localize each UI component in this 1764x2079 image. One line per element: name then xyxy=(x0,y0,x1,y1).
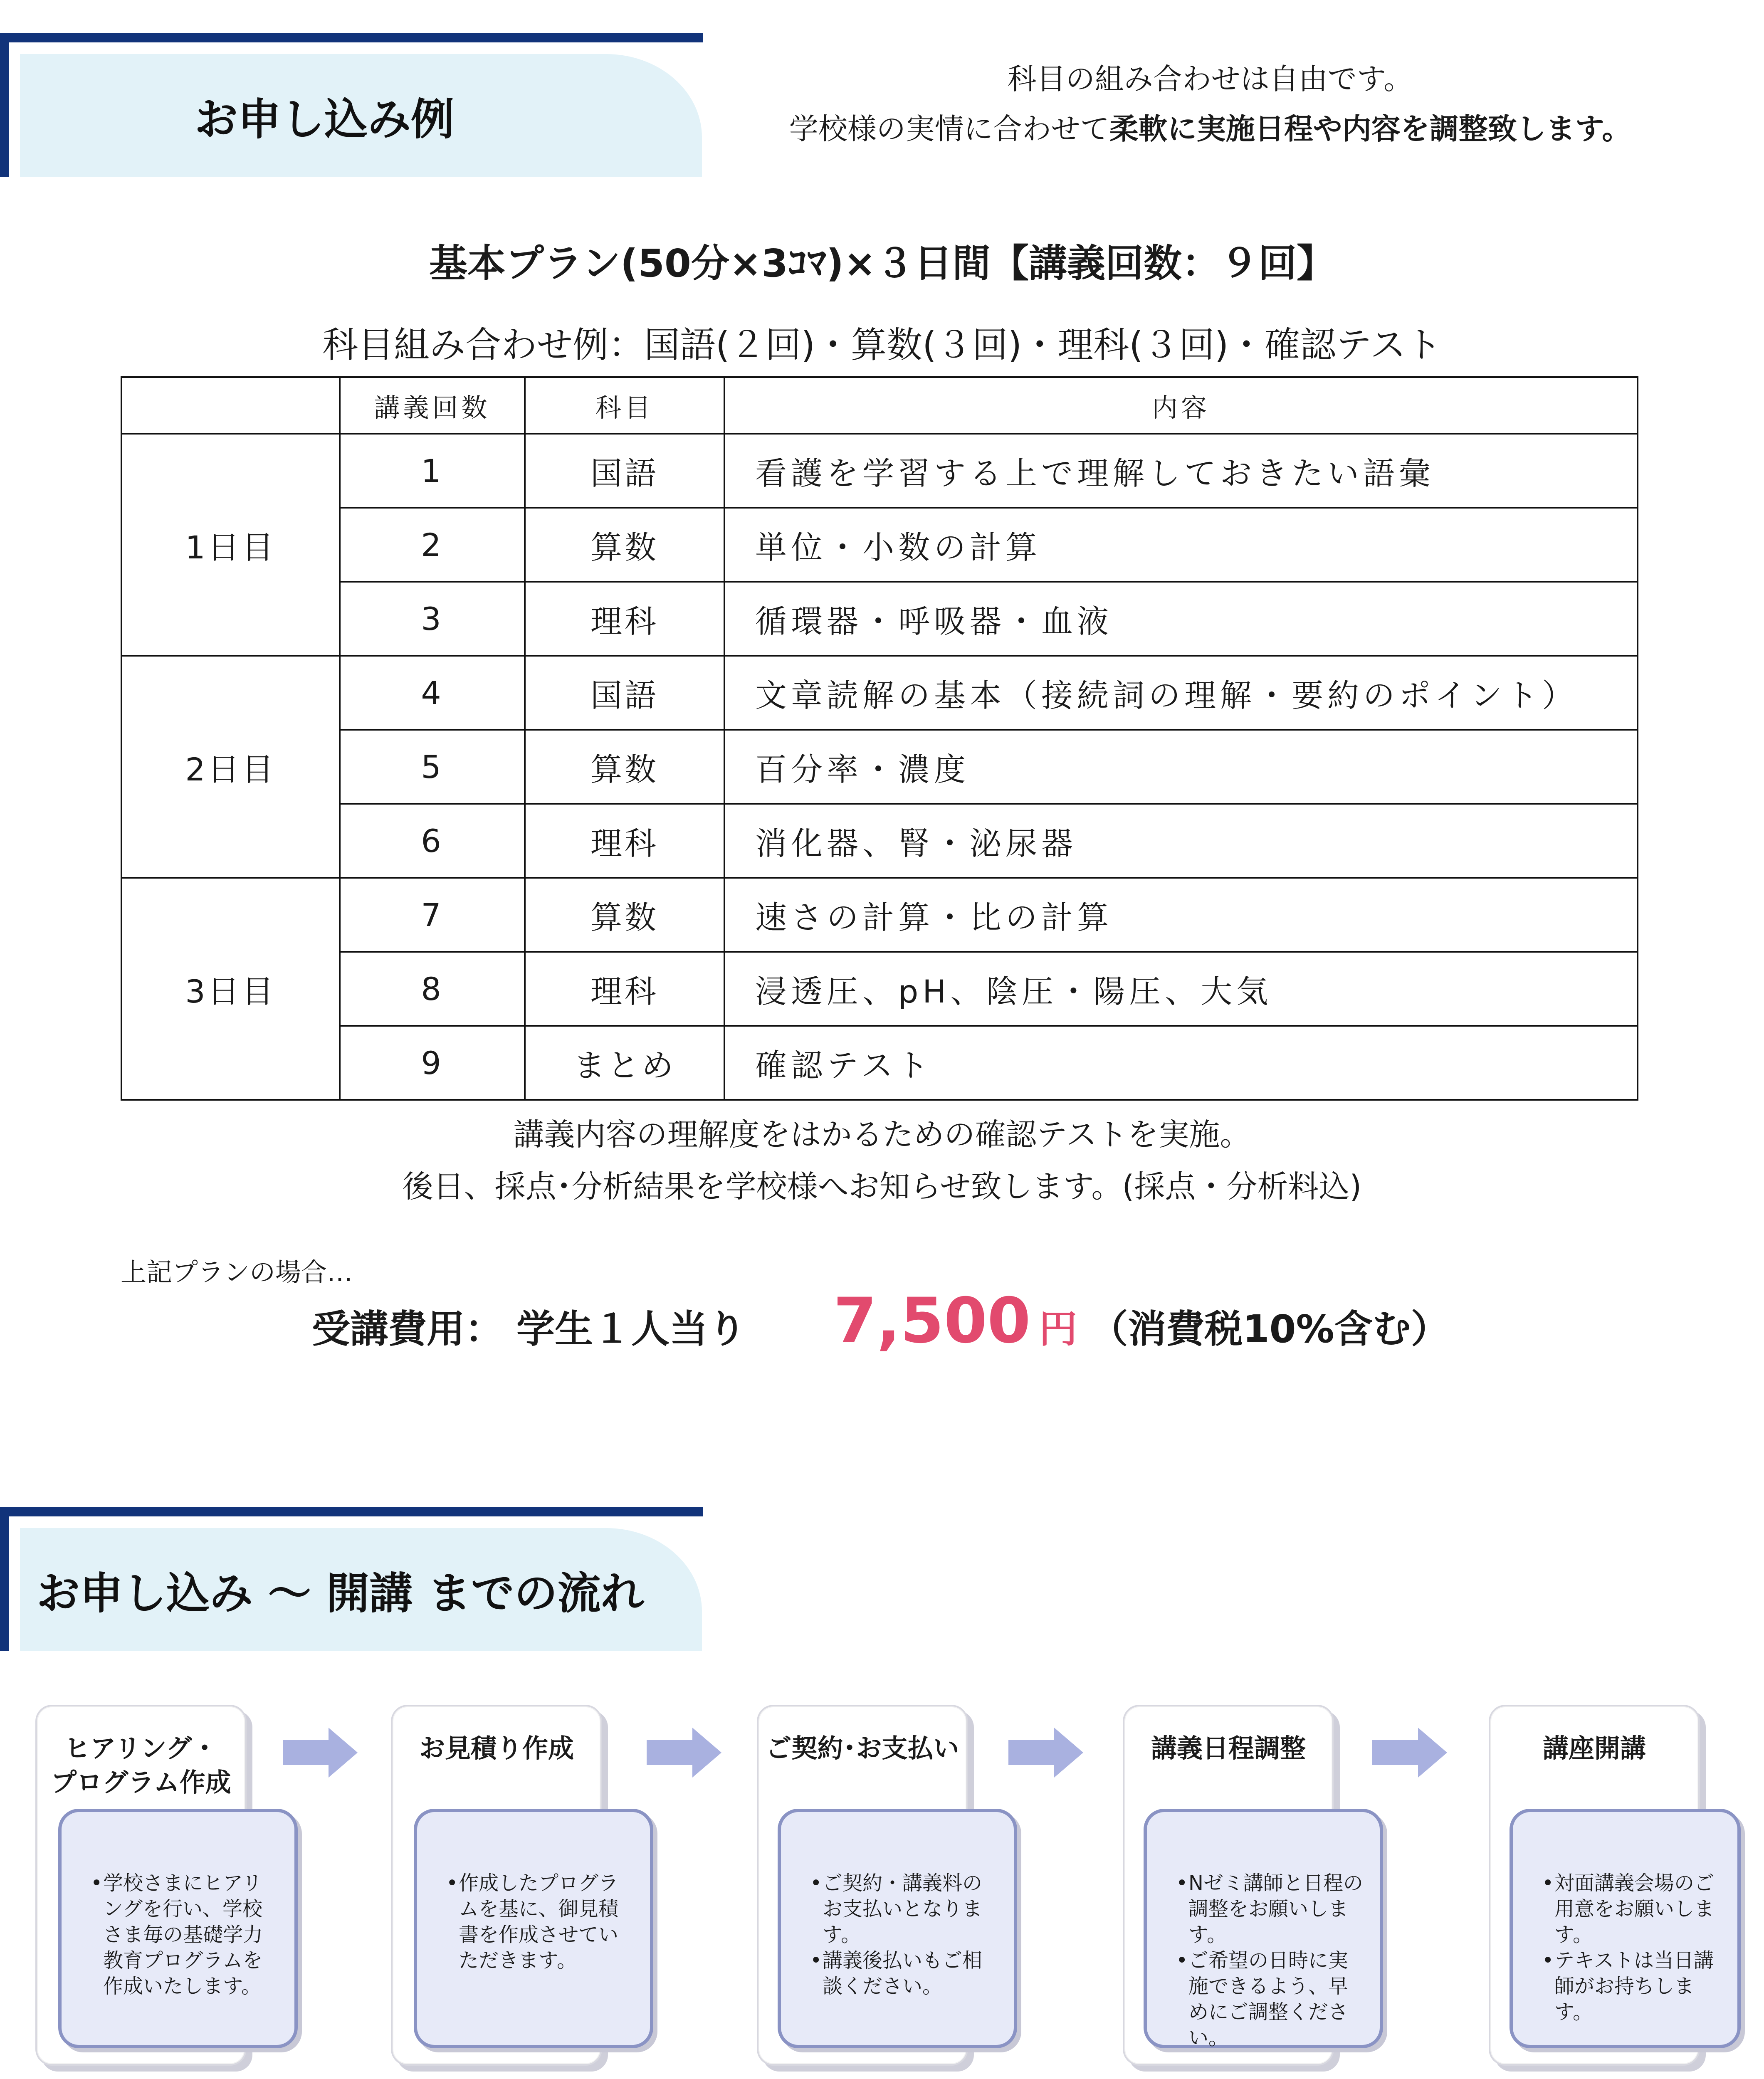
table-row xyxy=(121,804,1638,878)
table-row xyxy=(121,730,1638,804)
lecture-number: 2 xyxy=(340,508,525,582)
table-header-number: 講義回数 xyxy=(340,377,525,434)
flow-detail-item: • 作成したプログラムを基に、御見積書を作成させていただきます。 xyxy=(446,1870,633,1973)
arrow-right-icon xyxy=(283,1728,358,1778)
lecture-content: 循環器・呼吸器・血液 xyxy=(724,582,1638,656)
lecture-content: 消化器、腎・泌尿器 xyxy=(724,804,1638,878)
flow-step-title xyxy=(393,1731,600,1765)
lecture-subject: まとめ xyxy=(525,1026,724,1100)
lecture-content: 看護を学習する上で理解しておきたい語彙 xyxy=(724,434,1638,508)
plan-case-label: 上記プランの場合… xyxy=(121,1257,353,1287)
note-line2: 後日、採点･分析結果を学校様へお知らせ致します。(採点・分析料込) xyxy=(402,1169,1362,1205)
plan-subtitle: 科目組み合わせ例：国語(２回)・算数(３回)・理科(３回)・確認テスト xyxy=(322,324,1442,366)
flow-detail-item: • 対面講義会場のご用意をお願いします。 xyxy=(1542,1870,1721,1948)
flow-step-1-detail xyxy=(58,1809,298,2048)
intro-line2-pre: 学校様の実情に合わせて xyxy=(789,112,1109,146)
day-label: 2日目 xyxy=(121,656,340,878)
flow-step-title xyxy=(1490,1731,1698,1765)
flow-detail-item: • Nゼミ講師と日程の調整をお願いします。 xyxy=(1176,1870,1363,1948)
lecture-content: 文章読解の基本（接続詞の理解・要約のポイント） xyxy=(724,656,1638,730)
note-line1: 講義内容の理解度をはかるための確認テストを実施。 xyxy=(513,1117,1251,1153)
flow-step-title-line1: ご契約･お支払い xyxy=(766,1733,959,1763)
lecture-subject: 算数 xyxy=(525,730,724,804)
flow-step-title xyxy=(758,1731,966,1765)
arrow-right-icon xyxy=(1008,1728,1083,1778)
flow-step-title xyxy=(37,1731,245,1800)
fee-row xyxy=(312,1285,1449,1368)
table-header-content: 内容 xyxy=(724,377,1638,434)
flow-detail-item: • 講義後払いもご相談ください。 xyxy=(810,1948,997,1999)
lecture-number: 8 xyxy=(340,952,525,1026)
lecture-number: 3 xyxy=(340,582,525,656)
arrow-right-icon xyxy=(1372,1728,1447,1778)
flow-step-title-line1: お見積り作成 xyxy=(419,1733,574,1763)
flow-step-4-detail xyxy=(1144,1809,1383,2048)
section2-top-bar xyxy=(0,1507,703,1516)
table-header-day xyxy=(121,377,340,434)
lecture-number: 5 xyxy=(340,730,525,804)
fee-amount: 7,500 xyxy=(833,1285,1031,1357)
lecture-number: 4 xyxy=(340,656,525,730)
table-row xyxy=(121,508,1638,582)
lecture-content: 確認テスト xyxy=(724,1026,1638,1100)
lecture-content: 百分率・濃度 xyxy=(724,730,1638,804)
table-row xyxy=(121,434,1638,508)
intro-text xyxy=(724,54,1697,154)
flow-detail-item: • 学校さまにヒアリングを行い、学校さま毎の基礎学力教育プログラムを作成いたします。 xyxy=(91,1870,278,1999)
lecture-number: 1 xyxy=(340,434,525,508)
table-header-row xyxy=(121,377,1638,434)
fee-unit: 円 xyxy=(1039,1307,1077,1351)
day-label: 1日目 xyxy=(121,434,340,656)
lecture-subject: 国語 xyxy=(525,656,724,730)
flow-step-5-detail xyxy=(1510,1809,1741,2048)
flow-step-title-line1: 講座開講 xyxy=(1542,1733,1646,1763)
table-row xyxy=(121,582,1638,656)
section2-title: お申し込み ～ 開講 までの流れ xyxy=(20,1528,702,1651)
table-row xyxy=(121,878,1638,952)
lecture-subject: 理科 xyxy=(525,582,724,656)
flow-detail-item: • ご契約・講義料のお支払いとなります。 xyxy=(810,1870,997,1948)
lecture-number: 6 xyxy=(340,804,525,878)
table-row xyxy=(121,952,1638,1026)
fee-tax-note: （消費税10%含む） xyxy=(1090,1307,1449,1351)
arrow-right-icon xyxy=(647,1728,721,1778)
plan-title: 基本プラン(50分×3ｺﾏ)×３日間【講義回数：９回】 xyxy=(429,241,1335,286)
lecture-content: 単位・小数の計算 xyxy=(724,508,1638,582)
flow-step-3-detail xyxy=(778,1809,1017,2048)
day-label: 3日目 xyxy=(121,878,340,1100)
intro-line1: 科目の組み合わせは自由です。 xyxy=(1007,62,1413,96)
intro-line2-bold: 柔軟に実施日程や内容を調整致します。 xyxy=(1109,112,1631,146)
flow-detail-item: • テキストは当日講師がお持ちします。 xyxy=(1542,1948,1721,2025)
section1-top-bar xyxy=(0,33,703,42)
lecture-number: 9 xyxy=(340,1026,525,1100)
table-row xyxy=(121,656,1638,730)
intro-line2 xyxy=(724,104,1697,154)
section2-left-bar xyxy=(0,1507,9,1651)
section1-title: お申し込み例 xyxy=(20,54,702,177)
table-header-subject: 科目 xyxy=(525,377,724,434)
table-row xyxy=(121,1026,1638,1100)
schedule-table xyxy=(121,376,1638,1101)
lecture-subject: 理科 xyxy=(525,952,724,1026)
flow-step-title xyxy=(1124,1731,1332,1765)
lecture-subject: 算数 xyxy=(525,508,724,582)
fee-label: 受講費用： 学生１人当り xyxy=(312,1307,746,1351)
flow-step-title-line2: プログラム作成 xyxy=(51,1767,231,1798)
flow-step-2-detail xyxy=(414,1809,653,2048)
lecture-content: 浸透圧、pH、陰圧・陽圧、大気 xyxy=(724,952,1638,1026)
flow-step-title-line1: 講義日程調整 xyxy=(1151,1733,1306,1763)
lecture-subject: 国語 xyxy=(525,434,724,508)
flow-detail-item: • ご希望の日時に実施できるよう、早めにご調整ください。 xyxy=(1176,1948,1363,2051)
flow-step-title-line1: ヒアリング・ xyxy=(64,1733,218,1763)
lecture-subject: 理科 xyxy=(525,804,724,878)
lecture-subject: 算数 xyxy=(525,878,724,952)
section1-left-bar xyxy=(0,33,9,177)
lecture-number: 7 xyxy=(340,878,525,952)
lecture-content: 速さの計算・比の計算 xyxy=(724,878,1638,952)
